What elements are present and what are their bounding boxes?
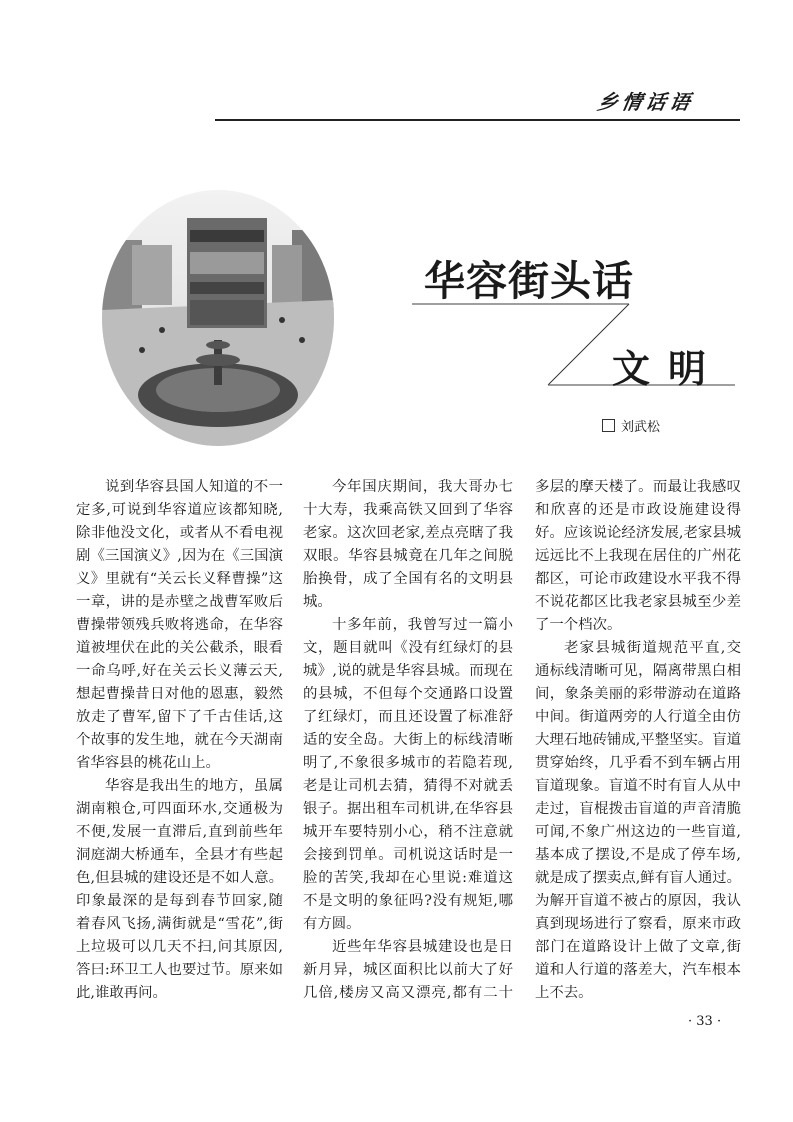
header-rule (215, 119, 740, 121)
text-line: 远远比不上我现在居住的广州花 (535, 548, 741, 564)
text-line: 贯穿始终，几乎看不到车辆占用 (535, 755, 741, 771)
text-line: 老家。这次回老家,差点亮瞎了我 (303, 525, 513, 541)
text-line: 就是成了摆卖点,鲜有盲人通过。 (535, 870, 742, 886)
text-line: 一章，讲的是赤壁之战曹军败后 (76, 594, 283, 610)
text-line: 盲道现象。盲道不时有盲人从中 (535, 778, 741, 794)
text-line: 此,谁敢再问。 (76, 985, 167, 1001)
text-line: 上垃圾可以几天不扫,问其原因, (76, 939, 283, 955)
text-line: 多层的摩天楼了。而最让我感叹 (535, 479, 741, 495)
article-title-line2: 文明 (612, 347, 725, 391)
text-line: 想起曹操昔日对他的恩惠，毅然 (76, 686, 283, 702)
text-line: 义》里就有“关云长义释曹操”这 (76, 571, 283, 587)
text-line: 老家县城街道规范平直,交 (564, 640, 741, 656)
text-line: 今年国庆期间，我大哥办七 (332, 479, 513, 495)
text-line: 城。 (303, 594, 332, 610)
text-line: 大理石地砖铺成,平整坚实。盲道 (535, 732, 742, 748)
text-line: 不是文明的象征吗?没有规矩,哪 (303, 893, 513, 909)
text-line: 说到华容县国人知道的不一 (105, 479, 283, 495)
column-2 (303, 476, 513, 1005)
text-line: 好。应该说论经济发展,老家县城 (535, 525, 742, 541)
text-line: 剧《三国演义》,因为在《三国演 (76, 548, 283, 564)
text-line: 上不去。 (535, 985, 593, 1001)
text-line: 通标线清晰可见，隔离带黑白相 (535, 663, 741, 679)
text-line: 个故事的发生地，就在今天湖南 (76, 732, 283, 748)
column-1 (76, 476, 283, 1005)
text-line: 洞庭湖大桥通车，全县才有些起 (76, 847, 283, 863)
text-line: 省华容县的桃花山上。 (76, 755, 220, 771)
text-line: 明了,不象很多城市的若隐若现, (303, 755, 513, 771)
text-line: 都区，可论市政建设水平我不得 (535, 571, 741, 587)
text-line: 除非他没文化，或者从不看电视 (76, 525, 283, 541)
text-line: 着春风飞扬,满街就是“雪花”,街 (76, 916, 283, 932)
text-line: 印象最深的是每到春节回家,随 (76, 893, 283, 909)
text-line: 文，题目就叫《没有红绿灯的县 (303, 640, 513, 656)
text-line: 不说花都区比我老家县城至少差 (535, 594, 741, 610)
column-3 (535, 476, 741, 1005)
text-line: 不便,发展一直滞后,直到前些年 (76, 824, 283, 840)
text-line: 道被埋伏在此的关公截杀，眼看 (76, 640, 283, 656)
text-line: 可闻,不象广州这边的一些盲道, (535, 824, 741, 840)
text-line: 十多年前，我曾写过一篇小 (332, 617, 513, 633)
article-title-line1: 华容街头话 (424, 257, 634, 305)
text-line: 和欣喜的还是市政设施建设得 (535, 502, 741, 518)
text-line: 湖南粮仓,可四面环水,交通极为 (76, 801, 283, 817)
author-name: 刘武松 (621, 420, 661, 435)
text-line: 答曰:环卫工人也要过节。原来如 (76, 962, 283, 978)
text-line: 十大寿，我乘高铁又回到了华容 (303, 502, 513, 518)
text-line: 银子。据出租车司机讲,在华容县 (303, 801, 513, 817)
text-line: 了一个档次。 (535, 617, 622, 633)
text-line: 的县城，不但每个交通路口设置 (303, 686, 513, 702)
text-line: 近些年华容县城建设也是日 (332, 939, 513, 955)
text-line: 曹操带领残兵败将逃命，在华容 (76, 617, 283, 633)
text-line: 胎换骨，成了全国有名的文明县 (303, 571, 513, 587)
text-line: 道和人行道的落差大，汽车根本 (535, 962, 741, 978)
page-number: · 33 · (688, 1014, 722, 1029)
text-line: 城开车要特别小心，稍不注意就 (303, 824, 513, 840)
text-line: 会接到罚单。司机说这话时是一 (303, 847, 513, 863)
text-line: 新月异，城区面积比以前大了好 (303, 962, 513, 978)
text-line: 一命乌呼,好在关云长义薄云天, (76, 663, 283, 679)
text-line: 真到现场进行了察看，原来市政 (535, 916, 741, 932)
text-line: 间，象条美丽的彩带游动在道路 (535, 686, 741, 702)
text-line: 基本成了摆设,不是成了停车场, (535, 847, 741, 863)
section-header: 乡情话语 (595, 90, 696, 114)
text-line: 了红绿灯，而且还设置了标准舒 (303, 709, 513, 725)
text-line: 放走了曹军,留下了千古佳话,这 (76, 709, 283, 725)
text-line: 适的安全岛。大街上的标线清晰 (303, 732, 513, 748)
text-line: 城》,说的就是华容县城。而现在 (303, 663, 513, 679)
text-line: 色,但县城的建设还是不如人意。 (76, 870, 283, 886)
text-line: 几倍,楼房又高又漂亮,都有二十 (303, 985, 513, 1001)
text-line: 中间。街道两旁的人行道全由仿 (535, 709, 741, 725)
text-line: 老是让司机去猜，猜得不对就丢 (303, 778, 513, 794)
text-line: 为解开盲道不被占的原因，我认 (535, 893, 741, 909)
text-line: 双眼。华容县城竟在几年之间脱 (303, 548, 513, 564)
text-line: 脸的苦笑,我却在心里说:难道这 (303, 870, 513, 886)
text-line: 华容是我出生的地方，虽属 (105, 778, 283, 794)
author-byline (602, 416, 660, 435)
text-line: 走过，盲棍拨击盲道的声音清脆 (535, 801, 741, 817)
text-line: 有方圆。 (303, 916, 361, 932)
byline-box-icon (602, 419, 615, 432)
text-line: 定多,可说到华容道应该都知晓, (76, 502, 283, 518)
street-photo (102, 190, 334, 446)
text-line: 部门在道路设计上做了文章,街 (535, 939, 741, 955)
